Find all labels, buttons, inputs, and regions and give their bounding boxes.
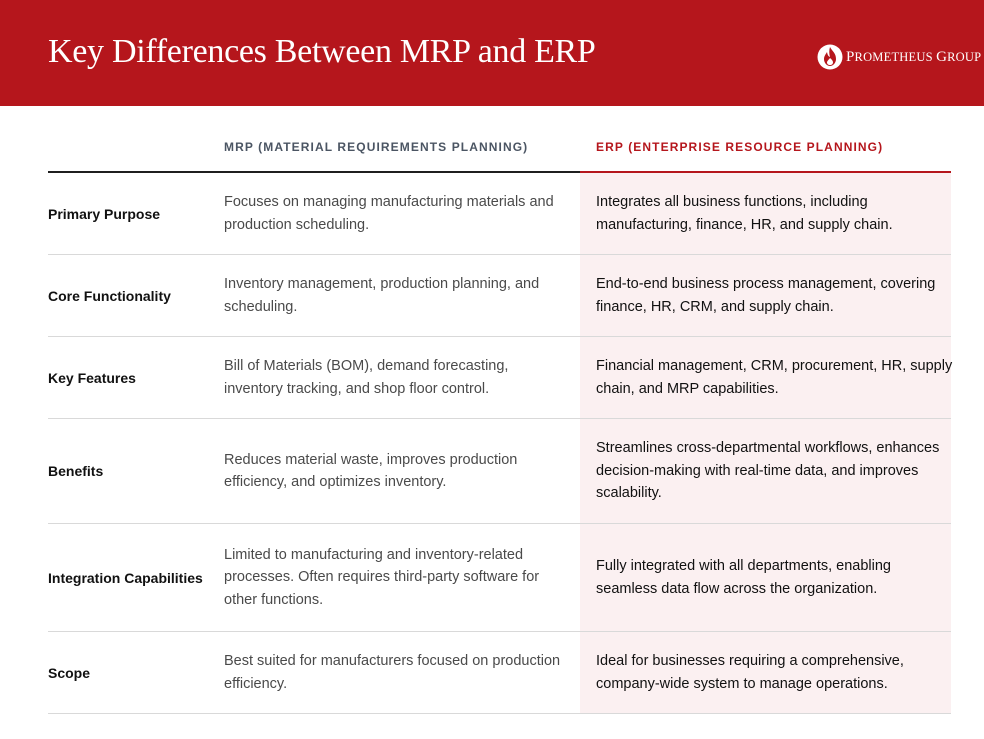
column-header-erp: ERP (ENTERPRISE RESOURCE PLANNING) — [596, 140, 884, 154]
logo-text: PROMETHEUS GROUP — [846, 48, 982, 65]
mrp-cell: Bill of Materials (BOM), demand forecasting, inventory tracking, and shop floor control. — [224, 358, 509, 397]
table-row — [0, 419, 984, 523]
table-row — [0, 173, 984, 254]
erp-cell: Streamlines cross-departmental workflows, enhances decision-making with real-time data, and improves scalability. — [596, 440, 940, 502]
erp-cell: Financial management, CRM, procurement, HR, supply chain, and MRP capabilities. — [596, 358, 953, 397]
table-row — [0, 632, 984, 713]
mrp-cell: Reduces material waste, improves production efficiency, and optimizes inventory. — [224, 451, 518, 490]
table-row — [0, 524, 984, 631]
mrp-cell: Limited to manufacturing and inventory-related processes. Often requires third-party software for other functions. — [224, 546, 540, 608]
row-label: Integration Capabilities — [48, 569, 203, 586]
row-label: Scope — [48, 664, 91, 681]
erp-cell: Ideal for businesses requiring a comprehensive, company-wide system to manage operations. — [596, 653, 904, 692]
row-label: Benefits — [48, 463, 104, 479]
row-label: Primary Purpose — [48, 205, 161, 222]
mrp-cell: Inventory management, production planning, and scheduling. — [224, 276, 540, 315]
mrp-cell: Focuses on managing manufacturing materials and production scheduling. — [224, 194, 554, 233]
table-row — [0, 255, 984, 336]
page-title: Key Differences Between MRP and ERP — [48, 33, 596, 70]
table-row — [0, 337, 984, 418]
row-divider — [48, 713, 951, 714]
header-banner — [0, 0, 984, 106]
erp-cell: Integrates all business functions, including manufacturing, finance, HR, and supply chain. — [596, 194, 893, 233]
row-label: Key Features — [48, 369, 136, 386]
flame-icon — [817, 44, 843, 70]
mrp-cell: Best suited for manufacturers focused on production efficiency. — [224, 653, 561, 692]
column-header-mrp: MRP (MATERIAL REQUIREMENTS PLANNING) — [224, 140, 529, 154]
erp-cell: End-to-end business process management, covering finance, HR, CRM, and supply chain. — [596, 276, 936, 315]
row-label: Core Functionality — [48, 287, 171, 304]
brand-logo — [817, 44, 981, 70]
erp-cell: Fully integrated with all departments, enabling seamless data flow across the organization. — [596, 558, 891, 597]
